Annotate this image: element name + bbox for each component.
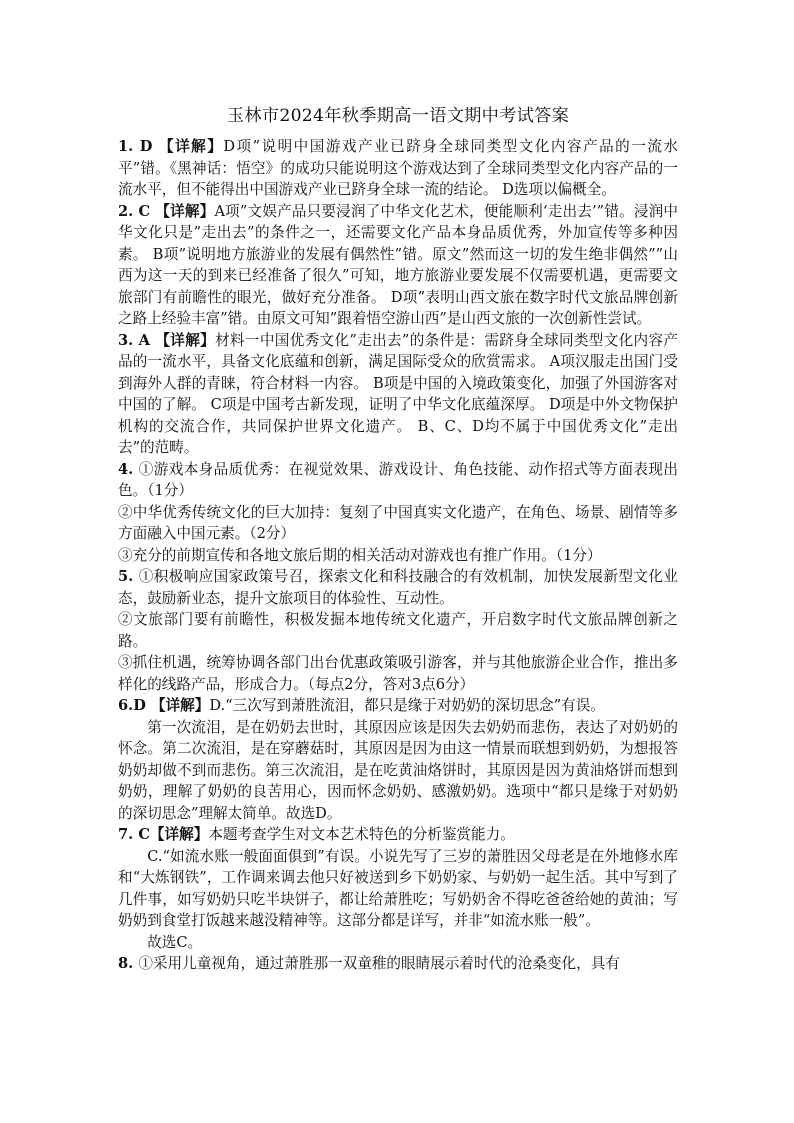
answer-text: ①游戏本身品质优秀：在视觉效果、游戏设计、角色技能、动作招式等方面表现出色。（1分） bbox=[118, 460, 678, 499]
answer-text: ①采用儿童视角，通过萧胜那一双童稚的眼睛展示着时代的沧桑变化，具有 bbox=[138, 955, 620, 972]
answer-paragraph bbox=[118, 717, 678, 825]
question-number: 2. C 【详解】 bbox=[118, 202, 215, 220]
question-number: 1. D 【详解】 bbox=[118, 138, 224, 155]
question-number: 3. A 【详解】 bbox=[118, 331, 216, 349]
answer-text: C.“如流水账一般面面俱到”有误。小说先写了三岁的萧胜因父母老是在外地修水库和“大炼钢铁”，工作调来调去他只好被送到乡下奶奶家、与奶奶一起生活。其中写到了几件事，如写奶奶只吃半块饼子，都让给萧胜吃；写奶奶舍不得吃爸爸给她的黄油；写奶奶到食堂打饭越来越没精神等。这部分都是详写，并非“如流水账一般”。 bbox=[118, 847, 678, 929]
answer-paragraph bbox=[118, 201, 678, 330]
answer-text: D.“三次写到萧胜流泪，都只是缘于对奶奶的深切思念”有误。 bbox=[209, 697, 605, 714]
answer-paragraph bbox=[118, 545, 678, 567]
answer-paragraph bbox=[118, 566, 678, 609]
answer-text: 故选C。 bbox=[147, 933, 203, 951]
answer-text: 材料一中国优秀文化”走出去”的条件是：需跻身全球同类型文化内容产品的一流水平，具备文化底蕴和创新，满足国际受众的欣赏需求。 A项汉服走出国门受到海外人群的青睐，符合材料一内容。 B项是中国的入境政策变化，加强了外国游客对中国的了解。 C项是中国考古新发现，证明了中华文化底蕴深厚。 D项是中外文物保护机构的交流合作，共同保护世界文化遗产。 B、C、D均不属于中国优秀文化”走出去”的范畴。 bbox=[118, 331, 678, 456]
answer-paragraph bbox=[118, 846, 678, 932]
answer-paragraph bbox=[118, 330, 678, 459]
answer-paragraph bbox=[118, 459, 678, 502]
answer-text: ③充分的前期宣传和各地文旅后期的相关活动对游戏也有推广作用。（1分） bbox=[118, 546, 602, 564]
question-number: 5. bbox=[118, 568, 139, 585]
answer-text: ①积极响应国家政策号召，探索文化和科技融合的有效机制，加快发展新型文化业态，鼓励新业态，提升文旅项目的体验性、互动性。 bbox=[118, 568, 678, 607]
answer-paragraph bbox=[118, 824, 678, 846]
answer-text: ②中华优秀传统文化的巨大加持：复刻了中国真实文化遗产，在角色、场景、剧情等多方面融入中国元素。（2分） bbox=[118, 503, 678, 542]
document-title: 玉林市2024年秋季期高一语文期中考试答案 bbox=[226, 106, 570, 126]
answer-paragraph bbox=[118, 953, 678, 975]
answer-paragraph bbox=[118, 695, 678, 717]
question-number: 4. bbox=[118, 460, 139, 478]
answer-paragraph bbox=[118, 652, 678, 695]
answer-paragraph bbox=[118, 609, 678, 652]
answer-paragraph bbox=[118, 932, 678, 954]
answer-paragraph bbox=[118, 502, 678, 545]
answer-content bbox=[118, 136, 678, 975]
answer-text: 第一次流泪，是在奶奶去世时，其原因应该是因失去奶奶而悲伤，表达了对奶奶的怀念。第二次流泪，是在穿蘑菇时，其原因是因为由这一情景而联想到奶奶，为想报答奶奶却做不到而悲伤。第三次流泪，是在吃黄油烙饼时，其原因是因为黄油烙饼而想到奶奶，理解了奶奶的良苦用心，因而怀念奶奶、感激奶奶。选项中“都只是缘于对奶奶的深切思念”理解太简单。故选D。 bbox=[118, 718, 678, 822]
question-number: 6.D 【详解】 bbox=[118, 697, 210, 714]
question-number: 8. bbox=[118, 955, 139, 972]
question-number: 7. C【详解】 bbox=[118, 826, 209, 843]
answer-text: ③抓住机遇，统筹协调各部门出台优惠政策吸引游客，并与其他旅游企业合作，推出多样化的线路产品，形成合力。（每点2分，答对3点6分） bbox=[118, 654, 678, 693]
answer-text: A项”文娱产品只要浸润了中华文化艺术，便能顺利‘走出去’”错。浸润中华文化只是”走出去”的条件之一，还需要文化产品本身品质优秀，外加宣传等多种因素。 B项”说明地方旅游业的发展有偶然性”错。原文”然而这一切的发生绝非偶然””山西为这一天的到来已经准备了很久”可知，地方旅游业要发展不仅需要机遇，更需要文旅部门有前瞻性的眼光，做好充分准备。 D项”表明山西文旅在数字时代文旅品牌创新之路上经验丰富”错。由原文可知”跟着悟空游山西”是山西文旅的一次创新性尝试。 bbox=[118, 202, 678, 327]
answer-paragraph bbox=[118, 136, 678, 201]
answer-text: ②文旅部门要有前瞻性，积极发掘本地传统文化遗产，开启数字时代文旅品牌创新之路。 bbox=[118, 611, 678, 650]
answer-text: D项”说明中国游戏产业已跻身全球同类型文化内容产品的一流水平”错。《黑神话：悟空》的成功只能说明这个游戏达到了全球同类型文化内容产品的一流水平，但不能得出中国游戏产业已跻身全球一流的结论。 D选项以偏概全。 bbox=[118, 138, 678, 198]
answer-text: 本题考查学生对文本艺术特色的分析鉴赏能力。 bbox=[208, 826, 515, 843]
